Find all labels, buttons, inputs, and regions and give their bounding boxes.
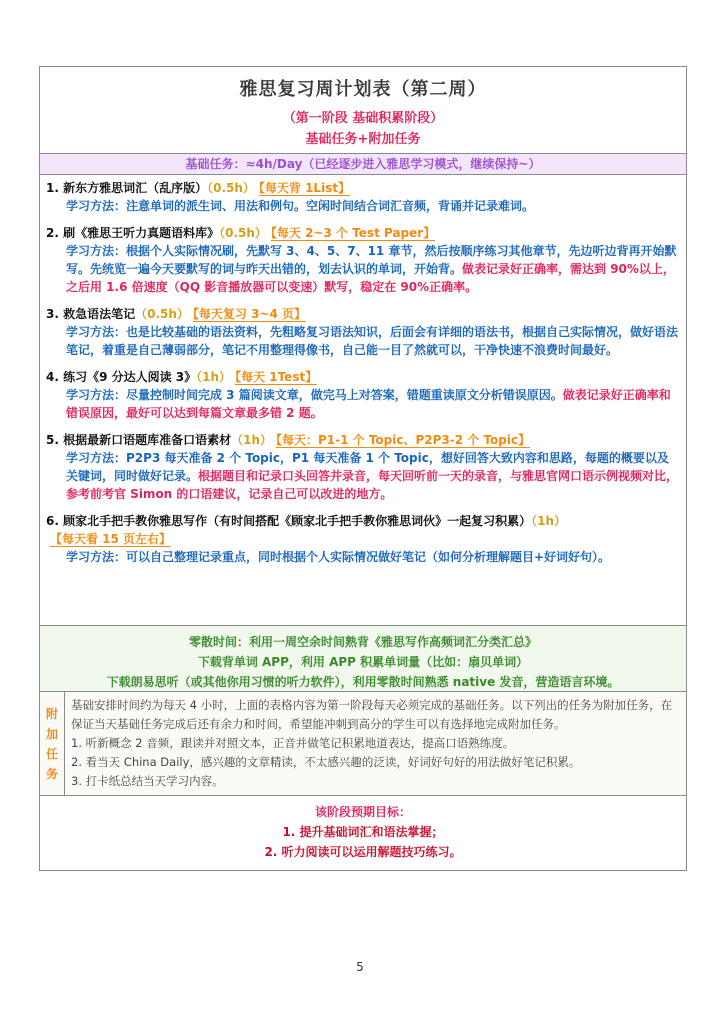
task-tag: 【每天 2~3 个 Test Paper】: [270, 226, 436, 240]
stage-label: （第一阶段 基础积累阶段）: [282, 111, 444, 126]
extra-task-body: [65, 692, 686, 795]
task-method-text: 学习方法：可以自己整理记录重点，同时根据个人实际情况做好笔记（如何分析理解题目+好词好句）。: [66, 550, 611, 564]
task-method-emphasis: 做表记录好正确率，需达到 90%以上，之后用 1.6 倍速度（QQ 影音播放器可以变速）默写，稳定在 90%正确率。: [66, 262, 675, 294]
task-method: [46, 323, 680, 359]
task-title: 3. 救急语法笔记: [46, 307, 136, 321]
stage-goals: [40, 796, 686, 870]
extra-intro: 基础安排时间约为每天 4 小时，上面的表格内容为第一阶段每天必须完成的基础任务。以下列出的任务为附加任务，在保证当天基础任务完成后还有余力和时间，希望能冲刺到高分的学生可以有选择地完成附加任务。: [71, 698, 673, 731]
task-duration: （0.5h）: [135, 307, 189, 321]
page-title: 雅思复习周计划表（第二周）: [239, 79, 487, 100]
extra-task-label: [40, 692, 65, 795]
spare-time-section: [40, 626, 686, 692]
goal-item: 2. 听力阅读可以运用解题技巧练习。: [264, 845, 462, 859]
task-list: [40, 175, 686, 626]
task-title: 2. 刷《雅思王听力真题语料库》: [46, 226, 220, 240]
basic-task-band: 基础任务：≈4h/Day（已经逐步进入雅思学习模式，继续保持~）: [40, 154, 686, 175]
task-item: [46, 368, 680, 422]
task-title: 6. 顾家北手把手教你雅思写作（有时间搭配《顾家北手把手教你雅思词伙》一起复习积累）: [46, 514, 532, 528]
spare-line: 下载背单词 APP，利用 APP 积累单词量（比如：扇贝单词）: [197, 655, 529, 669]
task-method: [46, 548, 680, 566]
extra-item: 1. 听新概念 2 音频，跟读并对照文本，正音并做笔记积累地道表达，提高口语熟练度。: [71, 736, 515, 750]
task-item: [46, 512, 680, 566]
extra-label-char: 务: [45, 766, 58, 781]
extra-task-section: [40, 692, 686, 796]
task-method-emphasis: 做表记录好正确率和错误原因，最好可以达到每篇文章最多错 2 题。: [66, 388, 671, 420]
spare-line: 零散时间：利用一周空余时间熟背《雅思写作高频词汇分类汇总》: [188, 635, 537, 649]
task-duration: （1h）: [196, 370, 232, 384]
task-item: [46, 431, 680, 503]
extra-item: 3. 打卡纸总结当天学习内容。: [71, 774, 224, 788]
task-method: [46, 242, 680, 296]
task-method-text: 学习方法：P2P3 每天准备 2 个 Topic，P1 每天准备 1 个 Topic，想好回答大致内容和思路，每题的概要以及关键词，同时做好记录。: [66, 451, 669, 483]
goal-item: 1. 提升基础词汇和语法掌握；: [282, 825, 444, 839]
task-method-text: 学习方法：根据个人实际情况刷，先默写 3、4、5、7、11 章节，然后按顺序练习其他章节，先边听边背再开始默写。先统览一遍今天要默写的词与昨天出错的，划去认识的单词，开始背。: [66, 244, 677, 276]
task-method: [46, 386, 680, 422]
task-method-emphasis: 根据题目和记录口头回答并录音，每天回听前一天的录音，与雅思官网口语示例视频对比，参考前考官 Simon 的口语建议，记录自己可以改进的地方。: [66, 469, 679, 501]
task-title: 5. 根据最新口语题库准备口语素材: [46, 433, 232, 447]
task-method-text: 学习方法：尽量控制时间完成 3 篇阅读文章，做完马上对答案，错题重读原文分析错误原因。: [66, 388, 563, 402]
task-title: 4. 练习《9 分达人阅读 3》: [46, 370, 197, 384]
task-method-text: 学习方法：也是比较基础的语法资料，先粗略复习语法知识，后面会有详细的语法书，根据自己实际情况，做好语法笔记，着重是自己薄弱部分，笔记不用整理得像书，自己能一目了然就可以，干净快速不浪费时间最好。: [66, 325, 679, 357]
task-tag: 【每天：P1-1 个 Topic、P2P3-2 个 Topic】: [276, 433, 531, 447]
task-method: [46, 449, 680, 503]
task-duration: （1h）: [531, 514, 566, 528]
extra-label-char: 加: [45, 726, 58, 741]
task-tag: 【每天 1Test】: [235, 370, 318, 384]
task-method: [46, 197, 680, 215]
task-method-text: 学习方法：注意单词的派生词、用法和例句。空闲时间结合词汇音频，背诵并记录难词。: [66, 199, 535, 213]
extra-item: 2. 看当天 China Daily，感兴趣的文章精读，不太感兴趣的泛读，好词好句好的用法做好笔记积累。: [71, 755, 581, 769]
goals-title: 该阶段预期目标：: [314, 805, 411, 819]
extra-label-char: 附: [45, 706, 58, 721]
extra-label-char: 任: [45, 746, 58, 761]
task-subtitle: 基础任务+附加任务: [305, 132, 421, 147]
sheet-header: [40, 67, 686, 154]
task-tag: 【每天复习 3~4 页】: [192, 307, 307, 321]
task-tag: 【每天看 15 页左右】: [50, 532, 172, 546]
task-title: 1. 新东方雅思词汇（乱序版）: [46, 181, 208, 195]
task-duration: （1h）: [231, 433, 272, 447]
task-duration: （0.5h）: [207, 181, 255, 195]
task-item: [46, 224, 680, 296]
task-item: [46, 305, 680, 359]
page-number: 5: [356, 960, 364, 974]
task-tag: 【每天背 1List】: [258, 181, 351, 195]
spare-line: 下载朗易思听（或其他你用习惯的听力软件），利用零散时间熟悉 native 发音，营造语言环境。: [106, 675, 620, 689]
plan-sheet: [39, 66, 687, 871]
task-duration: （0.5h）: [219, 226, 267, 240]
task-item: [46, 179, 680, 215]
